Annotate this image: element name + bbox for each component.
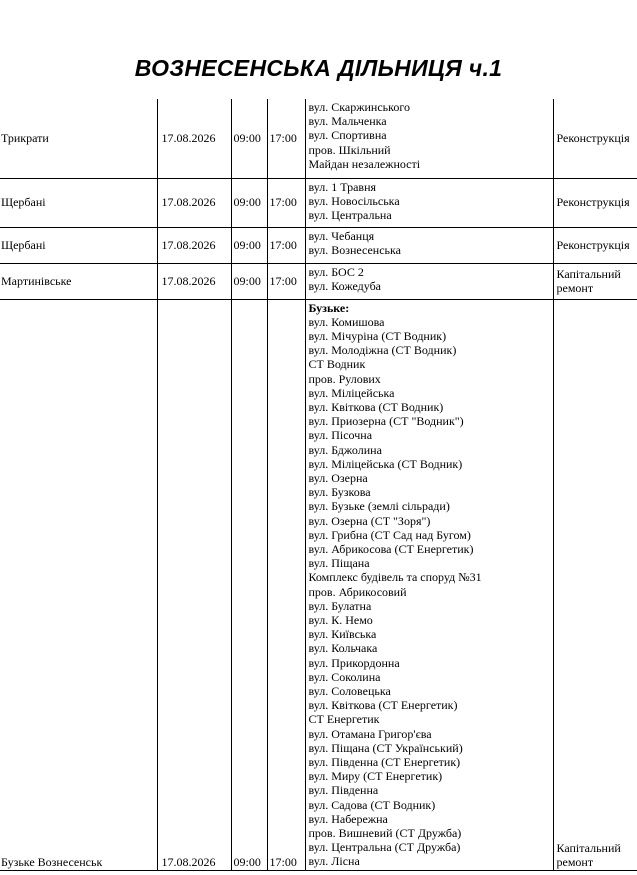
street-item: пров. Шкільний [308, 142, 391, 157]
street-item: вул. Садова (СТ Водник) [308, 797, 436, 812]
street-item: вул. Піщана (СТ Український) [308, 740, 463, 755]
table-row [0, 299, 637, 870]
street-item: вул. Бузкова [308, 485, 371, 500]
street-item: вул. Київська [308, 627, 377, 642]
settlement-cell: Щербані [0, 178, 157, 227]
table-row [0, 227, 637, 263]
street-item: вул. Прикордонна [308, 655, 400, 670]
streets-cell [305, 99, 553, 178]
work-type-cell: Реконструкція [553, 227, 637, 263]
street-item: вул. Квіткова (СТ Енергетик) [308, 698, 458, 713]
street-item: вул. Озерна [308, 470, 368, 485]
street-item: вул. Бджолина [308, 442, 382, 457]
page-title: ВОЗНЕСЕНСЬКА ДІЛЬНИЦЯ ч.1 [134, 55, 503, 81]
street-item: вул. Вознесенська [308, 242, 402, 257]
street-item: вул. Чебанця [308, 228, 375, 243]
street-item: вул. Мічуріна (СТ Водник) [308, 328, 447, 343]
street-item: СТ Енергетик [308, 712, 380, 727]
outage-schedule-table [0, 99, 637, 871]
settlement-cell: Бузьке Вознесенськ [0, 299, 157, 870]
street-item: вул. Спортивна [308, 128, 387, 143]
street-item: вул. Булатна [308, 598, 372, 613]
street-item: вул. Озерна (СТ "Зоря") [308, 513, 431, 528]
start-time-cell: 09:00 [231, 178, 267, 227]
street-item: вул. Пісочна [308, 428, 373, 443]
end-time-cell: 17:00 [267, 299, 305, 870]
start-time-cell: 09:00 [231, 227, 267, 263]
street-item: вул. БОС 2 [308, 264, 364, 279]
street-item: вул. Абрикосова (СТ Енергетик) [308, 541, 474, 556]
streets-cell [305, 227, 553, 263]
settlement-cell: Мартинівське [0, 263, 157, 299]
settlement-cell: Щербані [0, 227, 157, 263]
street-item: вул. Південна (СТ Енергетик) [308, 755, 461, 769]
street-item: вул. Мальченка [308, 114, 387, 129]
street-item: вул. Квіткова (СТ Водник) [308, 399, 444, 414]
street-item: Майдан незалежності [308, 156, 421, 171]
start-time-cell: 09:00 [231, 299, 267, 870]
street-item: вул. Бузьке (землі сільради) [308, 499, 450, 514]
start-time-cell: 09:00 [231, 99, 267, 178]
date-cell: 17.08.2026 [157, 263, 231, 299]
street-item: вул. Грибна (СТ Сад над Бугом) [308, 527, 471, 542]
street-item: вул. Центральна [308, 207, 392, 222]
street-item: пров. Рулових [308, 371, 381, 386]
street-item: вул. Комишова [308, 314, 385, 329]
streets-cell [305, 299, 553, 870]
street-item: вул. Миру (СТ Енергетик) [308, 769, 443, 784]
work-type-cell: Капітальний ремонт [553, 299, 637, 870]
streets-cell [305, 263, 553, 299]
street-item: вул. Кольчака [308, 641, 378, 656]
street-item: вул. Центральна (СТ Дружба) [308, 840, 461, 855]
street-item: пров. Вишневий (СТ Дружба) [308, 826, 462, 841]
street-item: Комплекс будівель та споруд №31 [308, 570, 482, 585]
street-item: вул. К. Немо [308, 612, 373, 627]
table-row [0, 263, 637, 299]
start-time-cell: 09:00 [231, 263, 267, 299]
table-body [0, 99, 637, 870]
street-group-title: Бузьке: [308, 300, 350, 315]
street-item: вул. Кожедуба [308, 278, 382, 293]
street-item: вул. Піщана [308, 556, 370, 571]
street-item: вул. Отамана Григор'єва [308, 726, 432, 741]
work-type-cell: Реконструкція [553, 99, 637, 178]
street-item: вул. Новосільська [308, 193, 400, 208]
work-type-cell: Капітальний ремонт [553, 263, 637, 299]
street-item: вул. Південна [308, 783, 379, 798]
date-cell: 17.08.2026 [157, 227, 231, 263]
street-item: вул. Соловецька [308, 683, 391, 698]
street-item: вул. Міліцейська [308, 385, 395, 400]
end-time-cell: 17:00 [267, 178, 305, 227]
streets-cell [305, 178, 553, 227]
street-item: вул. Набережна [308, 811, 388, 826]
end-time-cell: 17:00 [267, 227, 305, 263]
date-cell: 17.08.2026 [157, 99, 231, 178]
street-item: вул. Лісна [308, 854, 360, 869]
date-cell: 17.08.2026 [157, 299, 231, 870]
street-item: пров. Абрикосовий [308, 584, 407, 599]
date-cell: 17.08.2026 [157, 178, 231, 227]
street-item: вул. Приозерна (СТ "Водник") [308, 414, 464, 429]
street-item: вул. Скаржинського [308, 100, 410, 114]
work-type-cell: Реконструкція [553, 178, 637, 227]
settlement-cell: Трикрати [0, 99, 157, 178]
table-row [0, 99, 637, 178]
street-item: вул. 1 Травня [308, 179, 377, 194]
street-item: вул. Соколина [308, 669, 381, 684]
table-row [0, 178, 637, 227]
street-item: вул. Молодіжна (СТ Водник) [308, 343, 457, 358]
end-time-cell: 17:00 [267, 99, 305, 178]
street-item: вул. Міліцейська (СТ Водник) [308, 456, 463, 471]
street-item: СТ Водник [308, 357, 366, 372]
end-time-cell: 17:00 [267, 263, 305, 299]
